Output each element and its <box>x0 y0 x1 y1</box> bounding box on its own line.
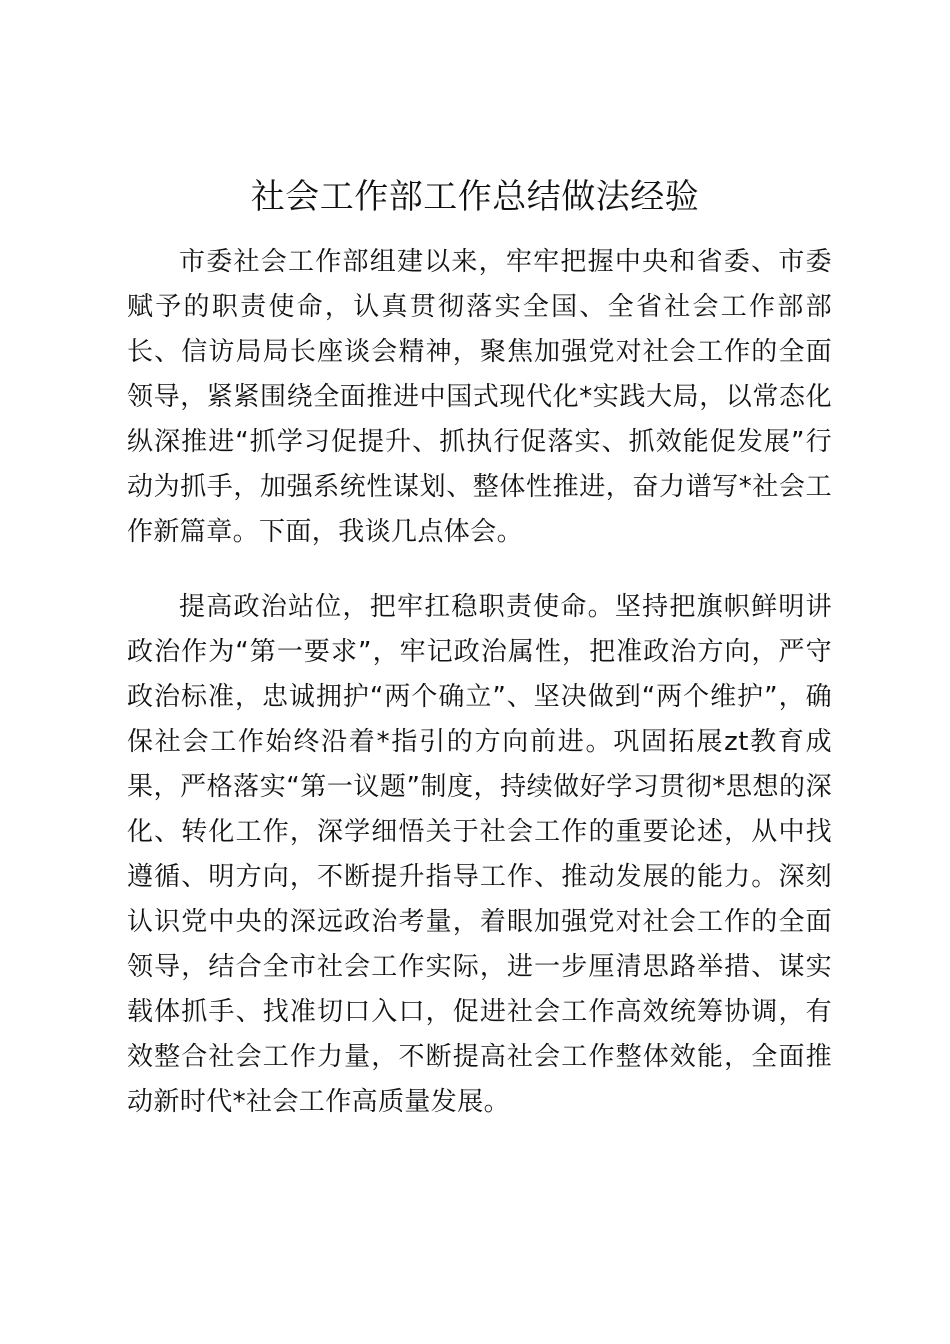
paragraph-intro: 市委社会工作部组建以来，牢牢把握中央和省委、市委赋予的职责使命，认真贯彻落实全国、全省社会工作部部长、信访局局长座谈会精神，聚焦加强党对社会工作的全面领导，紧紧围绕全面推进中国式现代化*实践大局，以常态化纵深推进“抓学习促提升、抓执行促落实、抓效能促发展”行动为抓手，加强系统性谋划、整体性推进，奋力谱写*社会工作新篇章。下面，我谈几点体会。 <box>127 247 832 547</box>
document-body <box>127 240 832 1125</box>
document-title: 社会工作部工作总结做法经验 <box>250 177 700 217</box>
paragraph-political-stance: 提高政治站位，把牢扛稳职责使命。坚持把旗帜鲜明讲政治作为“第一要求”，牢记政治属性，把准政治方向，严守政治标准，忠诚拥护“两个确立”、坚决做到“两个维护”，确保社会工作始终沿着*指引的方向前进。巩固拓展zt教育成果，严格落实“第一议题”制度，持续做好学习贯彻*思想的深化、转化工作，深学细悟关于社会工作的重要论述，从中找遵循、明方向，不断提升指导工作、推动发展的能力。深刻认识党中央的深远政治考量，着眼加强党对社会工作的全面领导，结合全市社会工作实际，进一步厘清思路举措、谋实载体抓手、找准切口入口，促进社会工作高效统筹协调，有效整合社会工作力量，不断提高社会工作整体效能，全面推动新时代*社会工作高质量发展。 <box>127 592 832 1117</box>
